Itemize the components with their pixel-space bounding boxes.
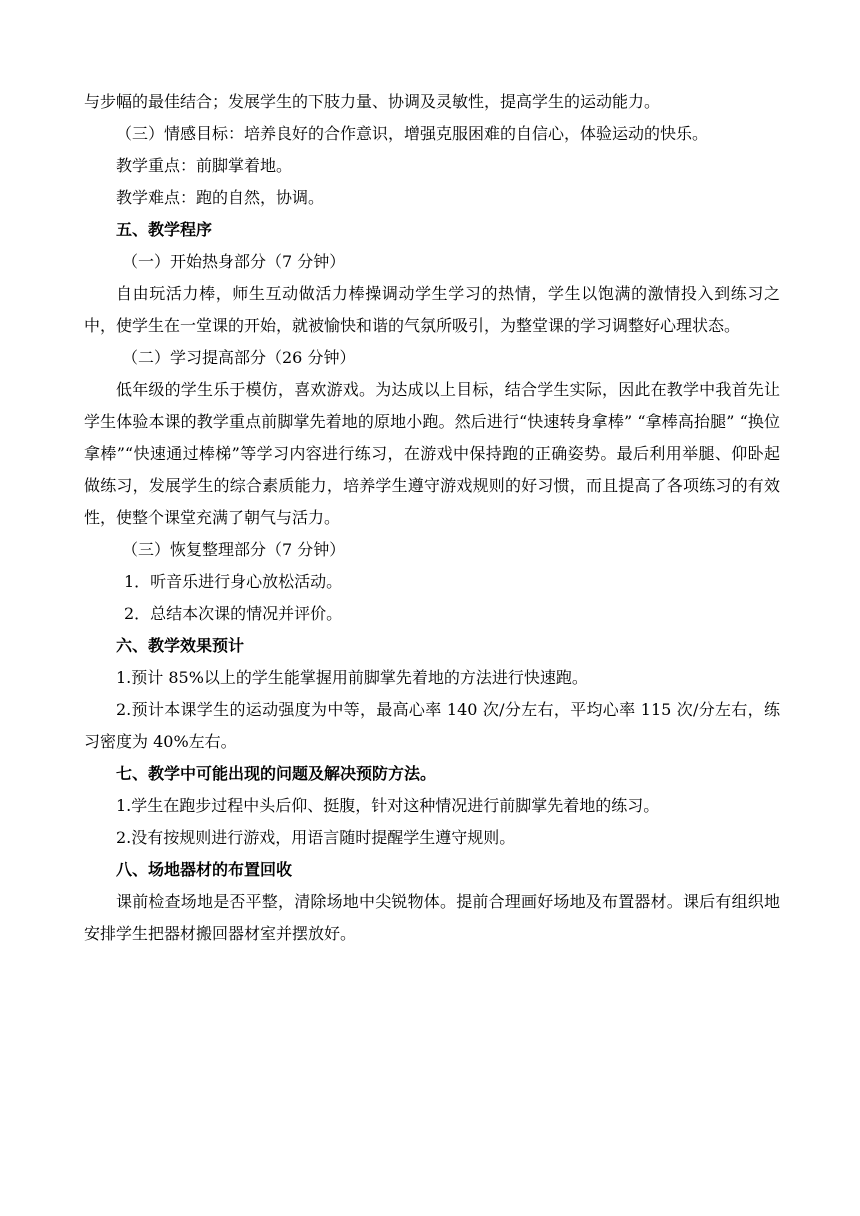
heading-expected-effect: 六、教学效果预计 bbox=[116, 636, 245, 655]
paragraph-equipment: 课前检查场地是否平整，清除场地中尖锐物体。提前合理画好场地及布置器材。课后有组织地安排学生把器材搬回器材室并摆放好。 bbox=[84, 892, 780, 943]
paragraph-effect-2: 2.预计本课学生的运动强度为中等，最高心率 140 次/分左右，平均心率 115 次/分左右，练习密度为 40%左右。 bbox=[84, 700, 780, 751]
paragraph-warmup: 自由玩活力棒，师生互动做活力棒操调动学生学习的热情，学生以饱满的激情投入到练习之中，使学生在一堂课的开始，就被愉快和谐的气氛所吸引，为整堂课的学习调整好心理状态。 bbox=[84, 284, 780, 335]
heading-equipment: 八、场地器材的布置回收 bbox=[116, 860, 293, 879]
paragraph-skill-goal-continued: 与步幅的最佳结合；发展学生的下肢力量、协调及灵敏性，提高学生的运动能力。 bbox=[84, 92, 661, 111]
paragraph-problem-2: 2.没有按规则进行游戏，用语言随时提醒学生遵守规则。 bbox=[116, 828, 516, 847]
subheading-warmup: （一）开始热身部分（7 分钟） bbox=[122, 252, 346, 271]
document-page bbox=[84, 86, 780, 950]
paragraph-problem-1: 1.学生在跑步过程中头后仰、挺腹，针对这种情况进行前脚掌先着地的练习。 bbox=[116, 796, 660, 815]
paragraph-effect-1: 1.预计 85%以上的学生能掌握用前脚掌先着地的方法进行快速跑。 bbox=[116, 668, 588, 687]
paragraph-emotion-goal: （三）情感目标：培养良好的合作意识，增强克服困难的自信心，体验运动的快乐。 bbox=[116, 124, 709, 143]
heading-teaching-procedure: 五、教学程序 bbox=[116, 220, 213, 239]
heading-problems: 七、教学中可能出现的问题及解决预防方法。 bbox=[116, 764, 437, 783]
paragraph-learning: 低年级的学生乐于模仿，喜欢游戏。为达成以上目标，结合学生实际，因此在教学中我首先让学生体验本课的教学重点前脚掌先着地的原地小跑。然后进行“快速转身拿棒” “拿棒高抬腿” “换位拿棒”“快速通过棒梯”等学习内容进行练习，在游戏中保持跑的正确姿势。最后利用举腿、仰卧起做练习，发展学生的综合素质能力，培养学生遵守游戏规则的好习惯，而且提高了各项练习的有效性，使整个课堂充满了朝气与活力。 bbox=[84, 380, 780, 527]
subheading-recovery: （三）恢复整理部分（7 分钟） bbox=[122, 540, 346, 559]
list-item-relax: 1．听音乐进行身心放松活动。 bbox=[124, 572, 343, 591]
paragraph-difficulty: 教学难点：跑的自然，协调。 bbox=[116, 188, 325, 207]
list-item-summary: 2．总结本次课的情况并评价。 bbox=[124, 604, 343, 623]
paragraph-key-point: 教学重点：前脚掌着地。 bbox=[116, 156, 293, 175]
subheading-learning: （二）学习提高部分（26 分钟） bbox=[122, 348, 356, 367]
